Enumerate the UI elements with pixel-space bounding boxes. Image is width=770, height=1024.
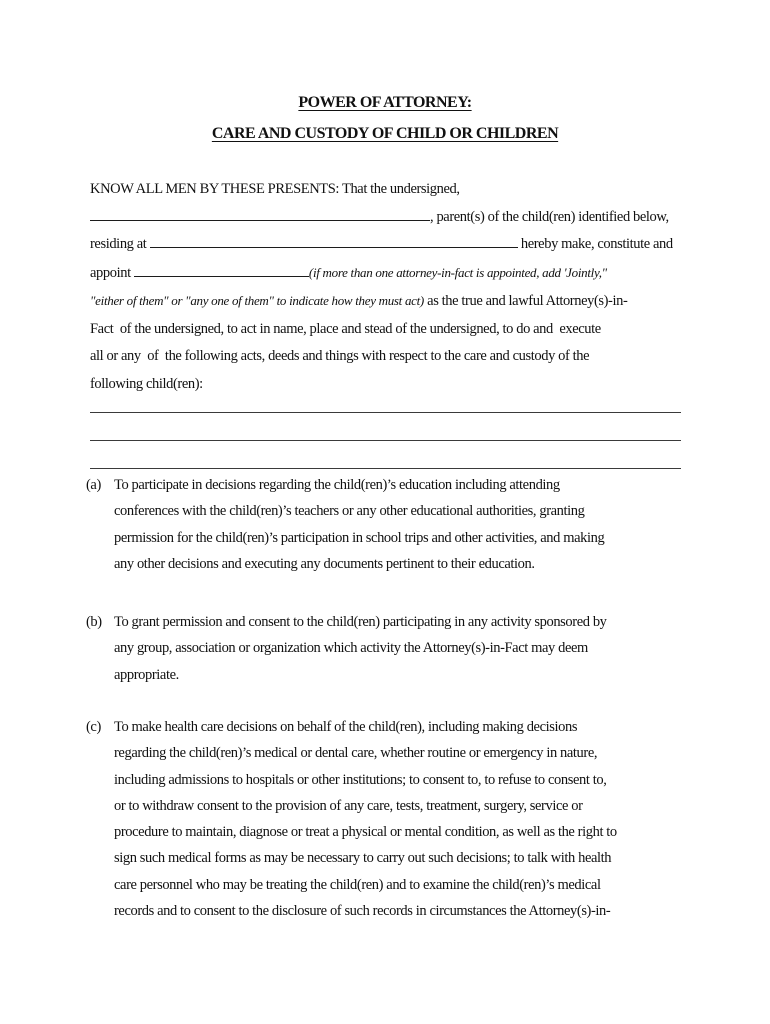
blank-parent-names[interactable]: [90, 207, 430, 221]
clause-line: records and to consent to the disclosure of such records in circumstances the Attorney(s)-in-: [114, 903, 611, 920]
italic-instruction: "either of them" or "any one of them" to indicate how they must act): [90, 293, 424, 308]
blank-address[interactable]: [150, 234, 518, 248]
clause-text: [86, 472, 726, 577]
clause-line: or to withdraw consent to the provision of any care, tests, treatment, surgery, service or: [114, 797, 583, 814]
intro-line: appoint (if more than one attorney-in-fact is appointed, add 'Jointly,": [90, 264, 607, 281]
clause-line: any group, association or organization which activity the Attorney(s)-in-Fact may deem: [114, 640, 588, 657]
intro-line: , parent(s) of the child(ren) identified below,: [90, 204, 730, 232]
clause-line: procedure to maintain, diagnose or treat a physical or mental condition, as well as the right to: [114, 824, 617, 841]
intro-line: all or any of the following acts, deeds and things with respect to the care and custody of the: [90, 348, 590, 364]
intro-line: Fact of the undersigned, to act in name, place and stead of the undersigned, to do and execute: [90, 320, 601, 337]
fill-line-blank[interactable]: [90, 385, 681, 413]
clause-c: [86, 714, 726, 924]
clause-line: care personnel who may be treating the child(ren) and to examine the child(ren)’s medical: [114, 876, 601, 893]
blank-attorney-name[interactable]: [134, 263, 309, 277]
children-fill-lines: [90, 385, 681, 469]
clause-line: To participate in decisions regarding the child(ren)’s education including attending: [114, 477, 560, 493]
intro-paragraph: [90, 176, 730, 398]
clause-marker: (c): [86, 719, 101, 735]
intro-line: "either of them" or "any one of them" to indicate how they must act) as the true and lawful Attorney(s)-in-: [90, 293, 628, 309]
clause-line: conferences with the child(ren)’s teachers or any other educational authorities, granting: [114, 503, 585, 520]
clause-line: To make health care decisions on behalf of the child(ren), including making decisions: [114, 719, 578, 735]
clause-marker: (b): [86, 614, 102, 630]
clause-text: [86, 609, 726, 688]
clause-line: regarding the child(ren)’s medical or dental care, whether routine or emergency in nature,: [114, 745, 598, 762]
intro-line: following child(ren):: [90, 375, 203, 392]
page-title-line2: CARE AND CUSTODY OF CHILD OR CHILDREN: [211, 125, 559, 142]
clause-line: sign such medical forms as may be necessary to carry out such decisions; to talk with health: [114, 850, 612, 867]
page-title-line1: POWER OF ATTORNEY:: [298, 94, 472, 111]
fill-line-blank[interactable]: [90, 413, 681, 441]
intro-line: residing at hereby make, constitute and: [90, 236, 673, 252]
clause-b: [86, 609, 726, 688]
clause-line: any other decisions and executing any documents pertinent to their education.: [114, 555, 535, 572]
italic-instruction: (if more than one attorney-in-fact is appointed, add 'Jointly,": [308, 264, 607, 280]
clause-line: To grant permission and consent to the child(ren) participating in any activity sponsored by: [114, 614, 607, 630]
clause-a: [86, 472, 726, 577]
clause-line: permission for the child(ren)’s participation in school trips and other activities, and making: [114, 529, 605, 546]
clause-line: appropriate.: [114, 666, 179, 683]
clause-line: including admissions to hospitals or other institutions; to consent to, to refuse to consent to,: [114, 771, 607, 788]
intro-line: KNOW ALL MEN BY THESE PRESENTS: That the undersigned,: [90, 181, 460, 197]
fill-line-blank[interactable]: [90, 441, 681, 469]
clause-text: [86, 714, 726, 924]
clause-marker: (a): [86, 477, 101, 493]
